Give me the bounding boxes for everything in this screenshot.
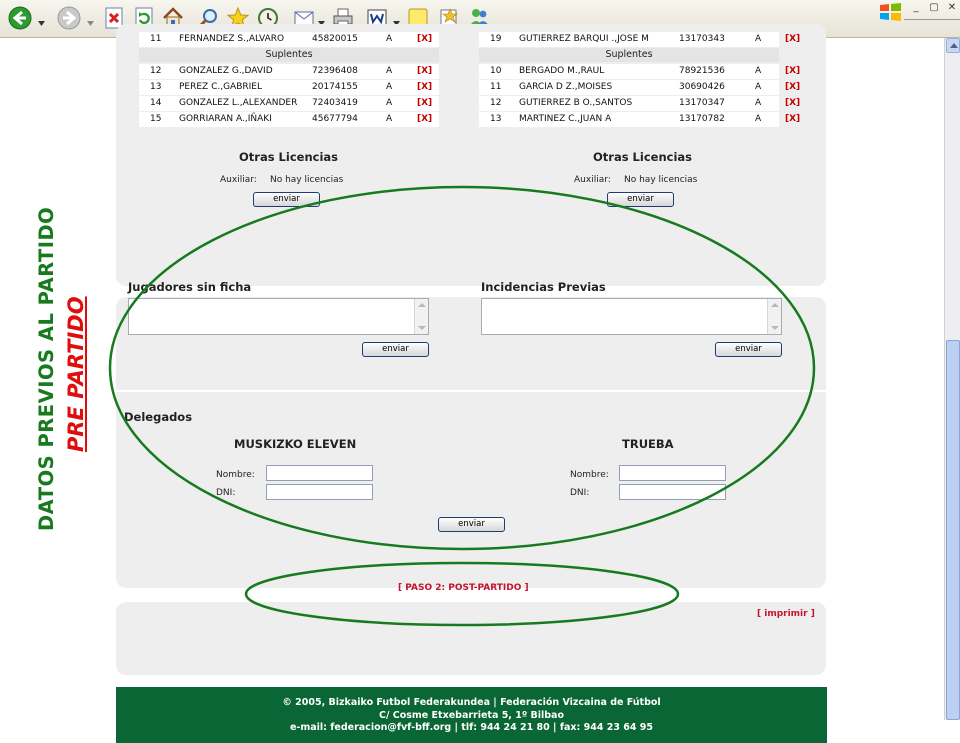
footer-address: C/ Cosme Etxebarrieta 5, 1º Bilbao (379, 709, 564, 721)
player-license: 72403419 (312, 98, 358, 108)
remove-player-link[interactable]: [X] (785, 82, 801, 92)
home-team-name: MUSKIZKO ELEVEN (234, 437, 357, 451)
table-row (479, 64, 801, 79)
textarea-scrollbar[interactable] (767, 299, 781, 334)
footer (116, 687, 827, 743)
auxiliary-value: No hay licencias (270, 175, 344, 185)
player-license: 72396408 (312, 66, 358, 76)
footer-copyright: © 2005, Bizkaiko Futbol Federakundea | Federación Vizcaina de Fútbol (282, 697, 661, 708)
send-delegates-button[interactable]: enviar (438, 517, 505, 532)
away-delegate-name-input[interactable] (619, 465, 726, 481)
remove-player-link[interactable]: [X] (785, 98, 801, 108)
back-icon[interactable] (6, 4, 34, 32)
home-delegate-name-label: Nombre: (216, 470, 255, 480)
player-name: BERGADO M.,RAUL (519, 66, 605, 76)
page-scrollbar[interactable] (944, 38, 960, 720)
player-number: 14 (150, 98, 162, 108)
previous-incidents-textarea[interactable] (481, 298, 782, 335)
table-row (139, 64, 439, 79)
footer-contact: e-mail: federacion@fvf-bff.org | tlf: 944 24 21 80 | fax: 944 23 64 95 (289, 722, 654, 733)
home-delegate-dni-label: DNI: (216, 488, 236, 498)
restore-button[interactable]: ▢ (929, 2, 939, 13)
player-status: A (386, 66, 393, 76)
players-without-license-title: Jugadores sin ficha (128, 280, 252, 294)
player-name: GARCIA D Z.,MOISES (519, 82, 613, 92)
remove-player-link[interactable]: [X] (417, 82, 433, 92)
post-match-panel (116, 602, 826, 675)
auxiliary-value: No hay licencias (624, 175, 698, 185)
scroll-thumb[interactable] (946, 340, 960, 720)
player-number: 13 (150, 82, 162, 92)
remove-player-link[interactable]: [X] (785, 34, 801, 44)
player-name: GONZALEZ L.,ALEXANDER (179, 98, 298, 108)
edit-dropdown-icon[interactable] (393, 12, 400, 18)
post-match-step-link[interactable]: [ PASO 2: POST-PARTIDO ] (398, 583, 529, 593)
away-delegate-dni-input[interactable] (619, 484, 726, 500)
player-name: GORRIARAN A.,IÑAKI (179, 114, 272, 124)
table-row (139, 112, 439, 127)
remove-player-link[interactable]: [X] (785, 66, 801, 76)
player-status: A (386, 98, 393, 108)
player-name: GUTIERREZ BARQUI .,JOSE M (519, 34, 649, 44)
player-status: A (386, 114, 393, 124)
send-other-licenses-button[interactable]: enviar (253, 192, 320, 207)
player-license: 78921536 (679, 66, 725, 76)
player-license: 13170782 (679, 114, 725, 124)
mail-dropdown-icon[interactable] (318, 12, 325, 18)
scroll-up-arrow-icon[interactable] (946, 38, 960, 53)
textarea-scrollbar[interactable] (414, 299, 428, 334)
player-number: 15 (150, 114, 162, 124)
web-page (0, 34, 944, 733)
player-number: 11 (490, 82, 502, 92)
player-status: A (755, 114, 762, 124)
table-row (139, 80, 439, 95)
back-dropdown-icon[interactable] (38, 12, 45, 18)
player-license: 30690426 (679, 82, 725, 92)
away-team-name: TRUEBA (622, 437, 674, 451)
send-players-without-license-button[interactable]: enviar (362, 342, 429, 357)
delegates-title: Delegados (124, 410, 193, 424)
player-name: PEREZ C.,GABRIEL (179, 82, 262, 92)
table-row (139, 32, 439, 47)
remove-player-link[interactable]: [X] (417, 34, 433, 44)
player-status: A (755, 34, 762, 44)
substitutes-header: Suplentes (479, 48, 779, 62)
panel-divider (116, 390, 826, 392)
table-row (479, 112, 801, 127)
send-previous-incidents-button[interactable]: enviar (715, 342, 782, 357)
player-number: 12 (490, 98, 502, 108)
address-bar-edge (904, 19, 960, 27)
send-other-licenses-button[interactable]: enviar (607, 192, 674, 207)
player-license: 13170347 (679, 98, 725, 108)
remove-player-link[interactable]: [X] (417, 114, 433, 124)
close-button[interactable]: ✕ (947, 2, 957, 13)
player-name: MARTINEZ C.,JUAN A (519, 114, 612, 124)
player-name: GUTIERREZ B O.,SANTOS (519, 98, 633, 108)
auxiliary-label: Auxiliar: (574, 175, 611, 185)
player-status: A (755, 98, 762, 108)
player-license: 20174155 (312, 82, 358, 92)
substitutes-header: Suplentes (139, 48, 439, 62)
table-row (479, 32, 801, 47)
forward-dropdown-icon[interactable] (87, 12, 94, 18)
player-number: 10 (490, 66, 502, 76)
player-status: A (755, 82, 762, 92)
home-delegate-dni-input[interactable] (266, 484, 373, 500)
player-number: 12 (150, 66, 162, 76)
player-status: A (386, 82, 393, 92)
away-delegate-dni-label: DNI: (570, 488, 590, 498)
remove-player-link[interactable]: [X] (417, 98, 433, 108)
player-status: A (386, 34, 393, 44)
player-number: 19 (490, 34, 502, 44)
table-row (479, 80, 801, 95)
other-licenses-title: Otras Licencias (239, 150, 338, 164)
player-name: GONZALEZ G.,DAVID (179, 66, 273, 76)
player-license: 45820015 (312, 34, 358, 44)
away-delegate-name-label: Nombre: (570, 470, 609, 480)
forward-icon[interactable] (55, 4, 83, 32)
minimize-button[interactable]: _ (913, 2, 919, 13)
player-number: 11 (150, 34, 162, 44)
player-license: 45677794 (312, 114, 358, 124)
table-row (139, 96, 439, 111)
player-name: FERNANDEZ S.,ALVARO (179, 34, 285, 44)
player-number: 13 (490, 114, 502, 124)
pre-match-panel (116, 297, 826, 588)
previous-incidents-title: Incidencias Previas (481, 280, 606, 294)
player-status: A (755, 66, 762, 76)
annotation-label-green: DATOS PREVIOS AL PARTIDO (35, 206, 58, 531)
home-delegate-name-input[interactable] (266, 465, 373, 481)
table-row (479, 96, 801, 111)
players-without-license-textarea[interactable] (128, 298, 429, 335)
remove-player-link[interactable]: [X] (417, 66, 433, 76)
other-licenses-title: Otras Licencias (593, 150, 692, 164)
annotation-label-red: PRE PARTIDO (64, 296, 88, 452)
print-link[interactable]: [ imprimir ] (757, 609, 815, 619)
auxiliary-label: Auxiliar: (220, 175, 257, 185)
remove-player-link[interactable]: [X] (785, 114, 801, 124)
player-license: 13170343 (679, 34, 725, 44)
window-controls (908, 2, 960, 16)
